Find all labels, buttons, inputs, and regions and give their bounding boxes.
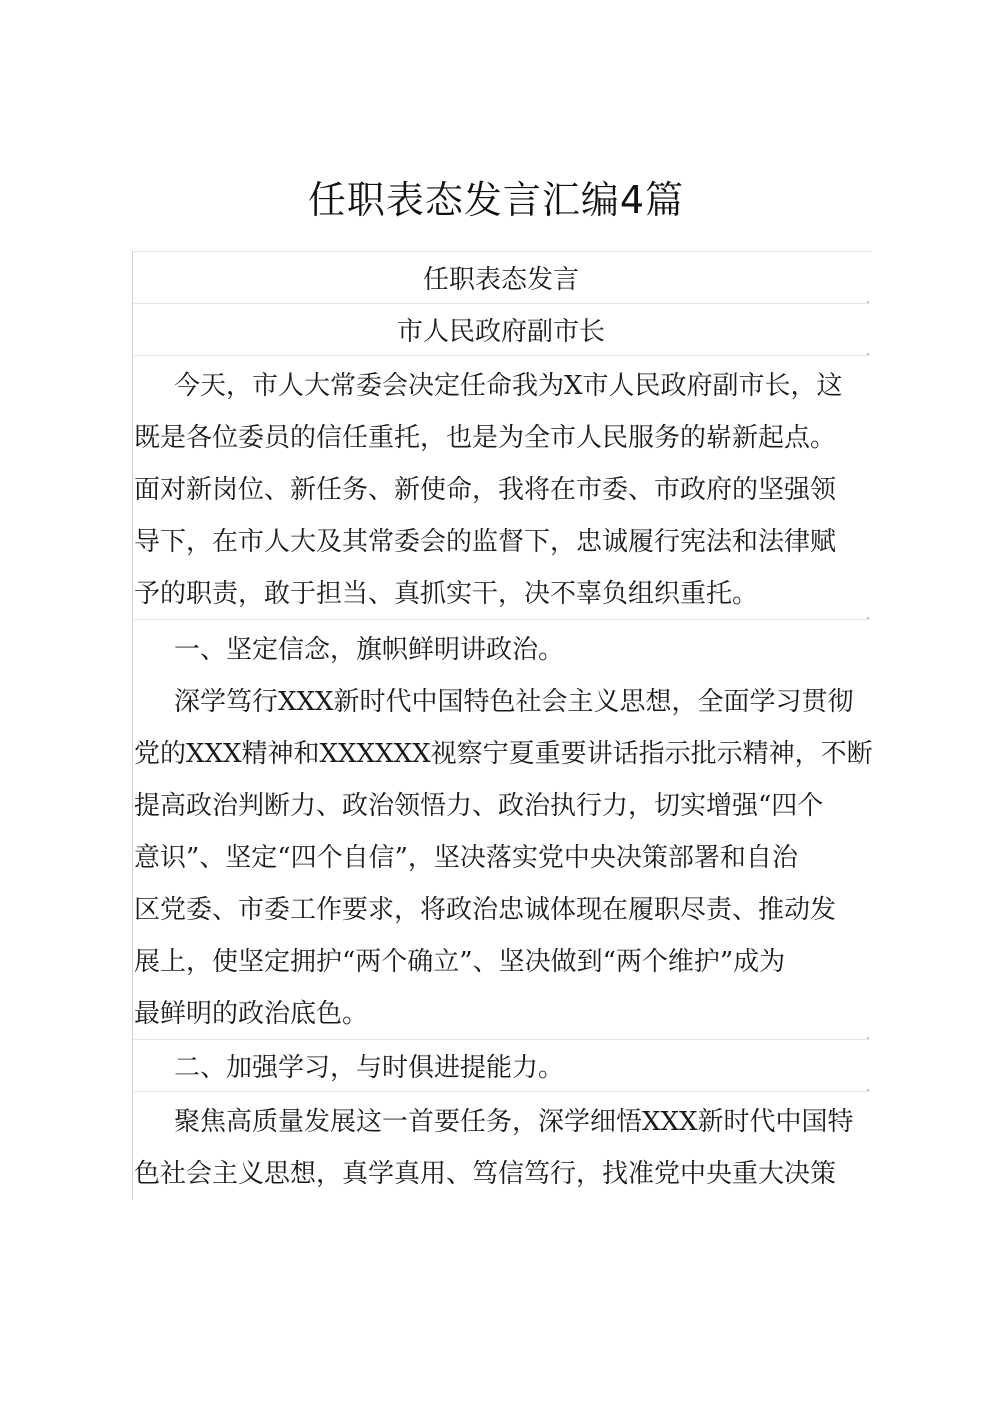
section-heading: 任职表态发言	[422, 265, 579, 295]
body-line: 导下，在市人大及其常委会的监督下，忠诚履行宪法和法律赋	[134, 527, 837, 557]
section-point-1: 一、坚定信念，旗帜鲜明讲政治。	[174, 635, 565, 665]
body-line: 展上，使坚定拥护“两个确立”、坚决做到“两个维护”成为	[134, 947, 786, 977]
body-line: 深学笃行XXX新时代中国特色社会主义思想，全面学习贯彻	[174, 687, 854, 717]
body-line: 党的XXX精神和XXXXXX视察宁夏重要讲话指示批示精神，不断	[134, 739, 873, 769]
body-line: 提高政治判断力、政治领悟力、政治执行力，切实增强“四个	[134, 791, 824, 821]
body-line: 既是各位委员的信任重托，也是为全市人民服务的崭新起点。	[134, 423, 837, 453]
body-line: 意识”、坚定“四个自信”，坚决落实党中央决策部署和自治	[134, 843, 798, 873]
body-line: 色社会主义思想，真学真用、笃信笃行，找准党中央重大决策	[134, 1159, 837, 1189]
document-title: 任职表态发言汇编4篇	[307, 178, 685, 222]
body-line: 予的职责，敢于担当、真抓实干，决不辜负组织重托。	[134, 579, 759, 609]
section-point-2: 二、加强学习，与时俱进提能力。	[174, 1053, 565, 1083]
body-line: 聚焦高质量发展这一首要任务，深学细悟XXX新时代中国特	[174, 1107, 854, 1137]
speaker-role: 市人民政府副市长	[396, 317, 605, 347]
body-line: 今天，市人大常委会决定任命我为X市人民政府副市长，这	[174, 371, 843, 401]
body-line: 最鲜明的政治底色。	[134, 999, 369, 1029]
body-line: 面对新岗位、新任务、新使命，我将在市委、市政府的坚强领	[134, 475, 837, 505]
body-line: 区党委、市委工作要求，将政治忠诚体现在履职尽责、推动发	[134, 895, 837, 925]
